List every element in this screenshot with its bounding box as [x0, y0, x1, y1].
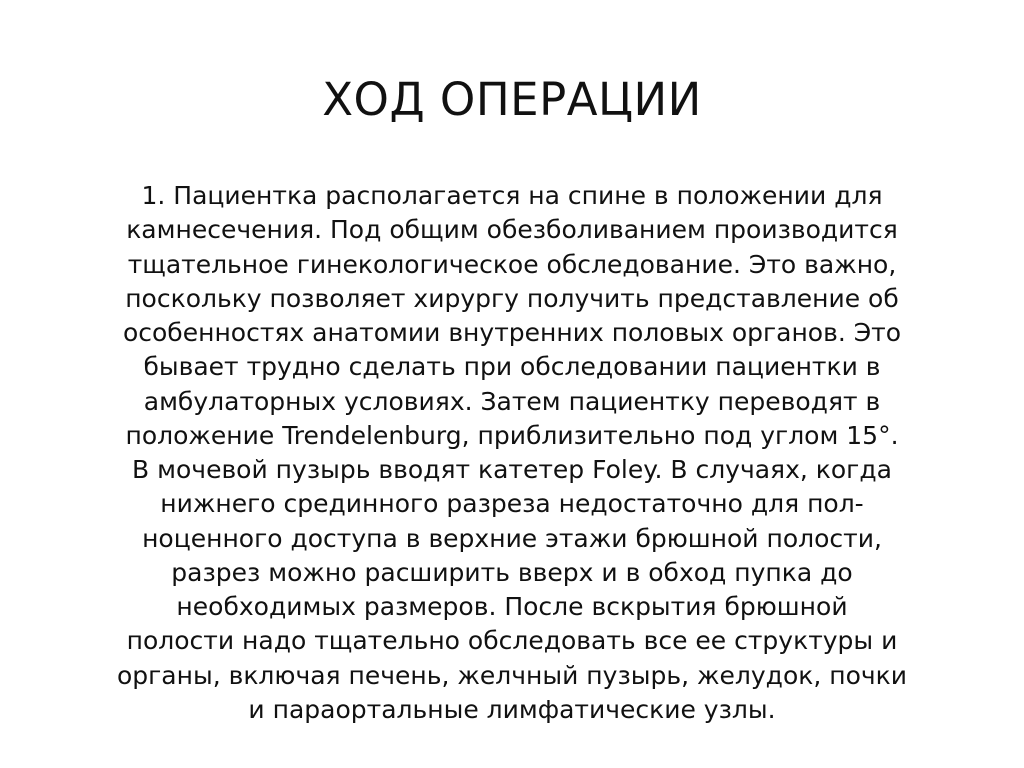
body-line: разрез можно расширить вверх и в обход пупка до: [171, 557, 853, 587]
body-line: особенностях анатомии внутренних половых органов. Это: [122, 318, 902, 347]
body-line: положение Trendelenburg, приблизительно под углом 15°.: [125, 420, 899, 450]
body-line: ноценного доступа в верхние этажи брюшной полости,: [142, 523, 882, 553]
slide-title: ХОД ОПЕРАЦИИ: [322, 73, 702, 126]
body-line: нижнего срединного разреза недостаточно для пол-: [160, 489, 864, 519]
body-line: 1. Пациентка располагается на спине в положении для: [141, 181, 883, 210]
body-line: амбулаторных условиях. Затем пациентку переводят в: [143, 386, 881, 416]
body-line: В мочевой пузырь вводят катетер Foley. В случаях, когда: [132, 455, 892, 484]
body-line: необходимых размеров. После вскрытия брюшной: [176, 592, 848, 621]
slide-body-text: [40, 179, 984, 727]
body-line: камнесечения. Под общим обезболиванием производится: [126, 215, 898, 245]
body-line: тщательное гинекологическое обследование. Это важно,: [127, 249, 897, 279]
body-line: бывает трудно сделать при обследовании пациентки в: [143, 352, 881, 382]
body-line: поскольку позволяет хирургу получить представление об: [125, 283, 899, 313]
body-line: и параортальные лимфатические узлы.: [248, 694, 776, 724]
body-line: полости надо тщательно обследовать все ее структуры и: [126, 626, 898, 656]
body-line: органы, включая печень, желчный пузырь, желудок, почки: [117, 660, 907, 690]
